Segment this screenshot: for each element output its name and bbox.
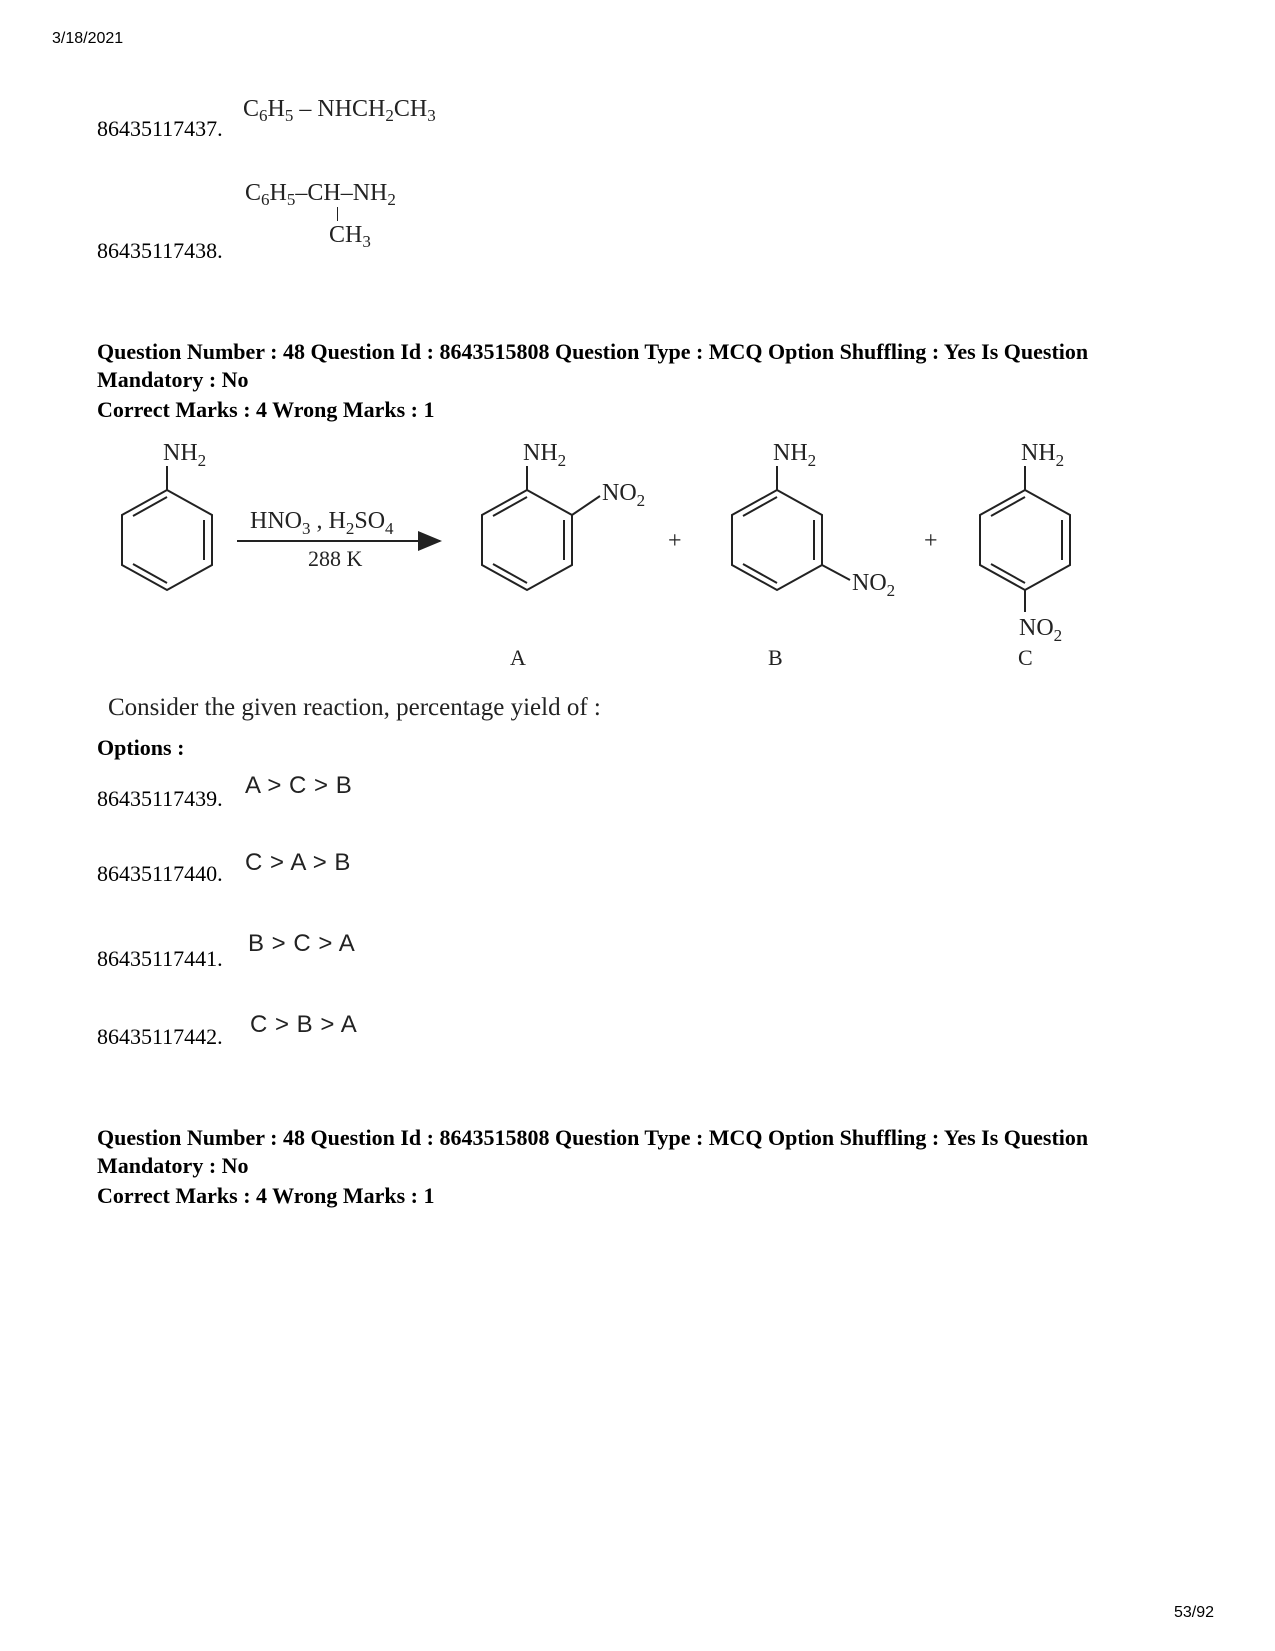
question-header: Question Number : 48 Question Id : 8643515808 Question Type : MCQ Option Shuffling : Yes Is Question Mandatory : No xyxy=(97,1125,1089,1178)
option-formula: $C_6H_5$ – $NHCH_2CH_3$ xyxy=(243,96,436,125)
question-header: Question Number : 48 Question Id : 8643515808 Question Type : MCQ Option Shuffling : Yes Is Question Mandatory : No xyxy=(97,339,1089,392)
product-c-para xyxy=(980,440,1070,670)
reagent-label: $HNO_3$ , $H_2SO_4$ xyxy=(250,508,394,538)
nitro-group-label: $NO_2$ xyxy=(1019,615,1063,645)
option-id: 86435117438. xyxy=(97,238,223,263)
option-id: 86435117442. xyxy=(97,1024,223,1049)
product-b-meta xyxy=(732,440,895,670)
option-formula: $C_6H_5-CH-NH_2$ $CH_3$ xyxy=(245,180,396,251)
label-b: B xyxy=(768,645,783,670)
option-id: 86435117441. xyxy=(97,946,223,971)
amine-group-label: $NH_2$ xyxy=(163,440,207,470)
nitro-group-label: $NO_2$ xyxy=(602,480,646,510)
option-text: C > B > A xyxy=(250,1011,358,1038)
question-prompt: Consider the given reaction, percentage yield of : xyxy=(108,694,601,721)
option-text: B > C > A xyxy=(248,930,356,957)
amine-group-label: $NH_2$ xyxy=(1021,440,1065,470)
amine-group-label: $NH_2$ xyxy=(773,440,817,470)
reaction-scheme xyxy=(100,430,1100,680)
label-a: A xyxy=(510,645,526,670)
option-id: 86435117439. xyxy=(97,786,223,811)
option-text: A > C > B xyxy=(245,772,353,799)
print-date: 3/18/2021 xyxy=(52,30,124,47)
plus-sign: + xyxy=(924,528,938,554)
condition-label: 288 K xyxy=(308,546,363,571)
option-text: C > A > B xyxy=(245,849,351,876)
option-id: 86435117437. xyxy=(97,116,223,141)
nitro-group-label: $NO_2$ xyxy=(852,570,896,600)
marks-line: Correct Marks : 4 Wrong Marks : 1 xyxy=(97,1183,435,1208)
product-a-ortho xyxy=(482,440,645,670)
amine-group-label: $NH_2$ xyxy=(523,440,567,470)
marks-line: Correct Marks : 4 Wrong Marks : 1 xyxy=(97,397,435,422)
aniline-structure xyxy=(122,440,212,590)
label-c: C xyxy=(1018,645,1033,670)
page-number: 53/92 xyxy=(1174,1604,1215,1621)
plus-sign: + xyxy=(668,528,682,554)
options-label: Options : xyxy=(97,735,185,760)
option-id: 86435117440. xyxy=(97,861,223,886)
